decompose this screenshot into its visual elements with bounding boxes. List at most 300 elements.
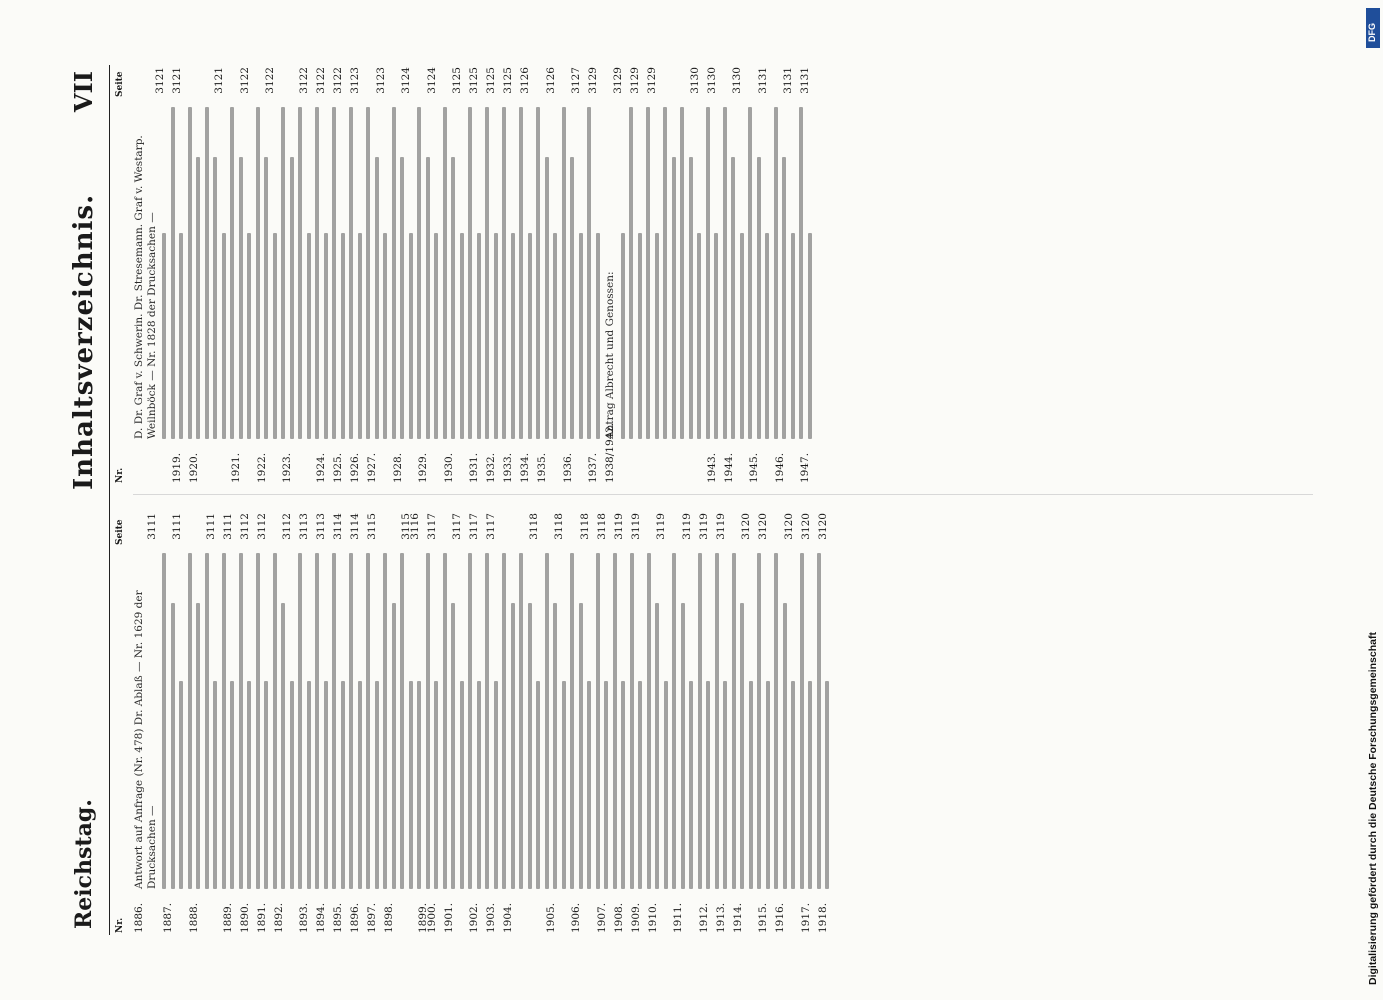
- entry-number: 1938/1942.: [604, 422, 616, 483]
- entry-page: 3115: [400, 513, 412, 540]
- illegible-text-lines: [366, 553, 379, 889]
- text-line: [579, 603, 583, 889]
- text-line: [247, 233, 251, 439]
- entry-page: 3127: [570, 67, 582, 94]
- illegible-text-lines: [800, 553, 813, 889]
- entry-number: 1904.: [502, 902, 514, 933]
- text-line: [315, 553, 319, 889]
- text-line: [358, 681, 362, 889]
- illegible-text-lines: [698, 553, 711, 889]
- entry-page: 3130: [705, 67, 718, 94]
- toc-entry: [188, 67, 226, 483]
- entry-page: 3122: [332, 67, 344, 94]
- entry-number: 1930.: [442, 452, 455, 483]
- entry-number: 1932.: [485, 452, 497, 483]
- text-line: [307, 233, 311, 439]
- entry-page: 3118: [595, 513, 608, 540]
- entry-page: 3124: [400, 67, 412, 94]
- toc-entry: [646, 67, 659, 483]
- text-line: [731, 157, 735, 439]
- text-line: [213, 157, 217, 439]
- entry-page: 3119: [714, 513, 727, 540]
- text-line: [485, 553, 489, 889]
- entry-number: 1896.: [349, 902, 361, 933]
- text-line: [162, 233, 166, 439]
- rotated-document-page: [61, 65, 1321, 935]
- entry-number: 1931.: [468, 452, 480, 483]
- text-line: [723, 681, 727, 889]
- illegible-text-lines: [383, 553, 413, 889]
- toc-entry: [188, 513, 218, 933]
- text-line: [706, 681, 710, 889]
- toc-entry: [647, 513, 668, 933]
- text-line: [697, 233, 701, 439]
- toc-entry: [230, 67, 251, 483]
- toc-entry: [774, 67, 795, 483]
- toc-entry: [587, 67, 600, 483]
- text-line: [349, 107, 353, 439]
- entry-number: 1945.: [748, 452, 760, 483]
- text-line: [774, 107, 778, 439]
- entry-page: 3130: [731, 67, 743, 94]
- illegible-text-lines: [349, 107, 362, 439]
- illegible-text-lines: [732, 553, 753, 889]
- toc-entry: [133, 67, 166, 483]
- left-column: [133, 513, 834, 933]
- text-line: [494, 681, 498, 889]
- toc-entry: [315, 67, 328, 483]
- toc-entry: [273, 513, 294, 933]
- toc-entry: [502, 513, 540, 933]
- entry-number: 1905.: [544, 902, 557, 933]
- text-line: [502, 107, 506, 439]
- text-line: [808, 233, 812, 439]
- text-line: [341, 233, 345, 439]
- text-line: [748, 107, 752, 439]
- illegible-text-lines: [545, 553, 566, 889]
- entry-page: 3114: [332, 513, 344, 540]
- illegible-text-lines: [222, 553, 235, 889]
- toc-entry: [281, 67, 311, 483]
- toc-entry: [468, 513, 481, 933]
- entry-number: 1889.: [221, 902, 234, 933]
- text-line: [630, 553, 634, 889]
- illegible-text-lines: [392, 107, 413, 439]
- entry-page: 3117: [451, 513, 463, 540]
- text-line: [545, 553, 549, 889]
- text-line: [417, 681, 421, 889]
- toc-entry: [570, 513, 591, 933]
- toc-entry: [706, 67, 719, 483]
- entry-page: 3111: [204, 513, 217, 540]
- text-line: [468, 553, 472, 889]
- entry-number: 1919.: [170, 452, 183, 483]
- text-line: [409, 233, 413, 439]
- text-line: [714, 233, 718, 439]
- text-line: [570, 553, 574, 889]
- toc-entry: [332, 67, 345, 483]
- text-line: [528, 603, 532, 889]
- text-line: [273, 233, 277, 439]
- entry-number: 1909.: [629, 902, 642, 933]
- entry-page: 3121: [170, 67, 183, 94]
- entry-number: 1944.: [722, 452, 735, 483]
- toc-entry: [799, 67, 812, 483]
- entry-page: 3121: [213, 67, 225, 94]
- illegible-text-lines: [672, 553, 693, 889]
- illegible-text-lines: [647, 553, 668, 889]
- toc-entry: [774, 513, 795, 933]
- entry-page: 3111: [221, 513, 234, 540]
- entry-number: 1917.: [799, 902, 812, 933]
- illegible-text-lines: [723, 107, 744, 439]
- illegible-text-lines: [485, 107, 498, 439]
- entry-number: 1911.: [672, 902, 684, 933]
- illegible-text-lines: [443, 553, 464, 889]
- entry-page: 3119: [697, 513, 710, 540]
- entry-page: 3114: [349, 513, 361, 540]
- illegible-text-lines: [162, 553, 183, 889]
- text-line: [298, 553, 302, 889]
- entry-page: 3123: [349, 67, 361, 94]
- text-line: [332, 553, 336, 889]
- toc-entry: [366, 67, 387, 483]
- text-line: [188, 107, 192, 439]
- entry-page: 3125: [451, 67, 463, 94]
- entry-page: 3112: [281, 513, 293, 540]
- entry-page: 3126: [544, 67, 557, 94]
- toc-entry: [443, 513, 464, 933]
- entry-number: 1946.: [773, 452, 786, 483]
- text-line: [273, 553, 277, 889]
- left-nr-label: Nr.: [115, 917, 125, 933]
- entry-number: 1897.: [366, 902, 378, 933]
- illegible-text-lines: [799, 107, 812, 439]
- text-line: [681, 603, 685, 889]
- entry-number: 1928.: [391, 452, 404, 483]
- text-line: [281, 107, 285, 439]
- entry-page: 3125: [485, 67, 497, 94]
- toc-entry: [239, 513, 252, 933]
- text-line: [562, 681, 566, 889]
- illegible-text-lines: [570, 553, 591, 889]
- toc-entry: [298, 513, 311, 933]
- entry-page: 3118: [553, 513, 565, 540]
- entry-number: 1886.: [133, 902, 145, 933]
- entry-page: 3129: [587, 67, 599, 94]
- text-line: [799, 107, 803, 439]
- text-line: [290, 157, 294, 439]
- text-line: [443, 553, 447, 889]
- entry-page: 3130: [688, 67, 701, 94]
- entry-page: 3119: [680, 513, 693, 540]
- illegible-text-lines: [443, 107, 464, 439]
- entry-page: 3120: [782, 513, 795, 540]
- entry-page: 3131: [782, 67, 794, 94]
- illegible-text-lines: [468, 107, 481, 439]
- text-line: [553, 603, 557, 889]
- text-line: [791, 681, 795, 889]
- entry-page: 3122: [315, 67, 327, 94]
- text-line: [825, 681, 829, 889]
- toc-entry: [485, 513, 498, 933]
- entry-page: 3117: [468, 513, 480, 540]
- text-line: [451, 603, 455, 889]
- text-line: [587, 107, 591, 439]
- toc-entry: [748, 67, 769, 483]
- toc-entry: [408, 513, 429, 933]
- entry-page: 3117: [425, 513, 438, 540]
- illegible-text-lines: [417, 107, 438, 439]
- illegible-text-lines: [630, 553, 643, 889]
- text-line: [680, 107, 684, 439]
- entry-page: 3123: [374, 67, 387, 94]
- toc-entry: [757, 513, 770, 933]
- entry-number: 1910.: [646, 902, 659, 933]
- toc-entry: [629, 67, 642, 483]
- toc-entry: [383, 513, 413, 933]
- text-line: [740, 603, 744, 889]
- text-line: [664, 681, 668, 889]
- text-line: [646, 107, 650, 439]
- text-line: [604, 681, 608, 889]
- text-line: [655, 233, 659, 439]
- text-line: [740, 233, 744, 439]
- text-line: [409, 681, 413, 889]
- entry-page: 3129: [646, 67, 658, 94]
- text-line: [358, 233, 362, 439]
- left-seite-label: Seite: [115, 519, 125, 545]
- text-line: [511, 603, 515, 889]
- text-line: [239, 553, 243, 889]
- toc-entry: [417, 67, 438, 483]
- illegible-text-lines: [315, 107, 328, 439]
- column-divider: [133, 494, 1313, 495]
- text-line: [732, 553, 736, 889]
- entry-page: 3126: [519, 67, 531, 94]
- text-line: [477, 681, 481, 889]
- text-line: [239, 157, 243, 439]
- toc-entry: [723, 67, 744, 483]
- illegible-text-lines: [817, 553, 830, 889]
- toc-entry: [519, 67, 532, 483]
- entry-number: 1929.: [417, 452, 429, 483]
- text-line: [196, 157, 200, 439]
- entry-page: 3122: [238, 67, 251, 94]
- illegible-text-lines: [273, 553, 294, 889]
- entry-number: 1924.: [315, 452, 327, 483]
- text-line: [698, 553, 702, 889]
- text-line: [256, 107, 260, 439]
- text-line: [783, 603, 787, 889]
- illegible-text-lines: [715, 553, 728, 889]
- illegible-text-lines: [519, 107, 532, 439]
- illegible-text-lines: [349, 553, 362, 889]
- text-line: [808, 681, 812, 889]
- digitization-credit: Digitalisierung gefördert durch die Deutsche Forschungsgemeinschaft: [1367, 632, 1379, 985]
- entry-text: Antwort auf Anfrage (Nr. 478) Dr. Ablaß — Nr. 1629 der Drucksachen —: [133, 590, 158, 889]
- entry-page: 3113: [298, 513, 310, 540]
- text-line: [434, 233, 438, 439]
- text-line: [621, 233, 625, 439]
- entry-number: 1922.: [255, 452, 268, 483]
- right-nr-label: Nr.: [115, 467, 125, 483]
- text-line: [570, 157, 574, 439]
- text-line: [757, 157, 761, 439]
- entry-page: 3122: [298, 67, 310, 94]
- text-line: [222, 553, 226, 889]
- text-line: [485, 107, 489, 439]
- text-line: [545, 157, 549, 439]
- entry-number: 1899.: [417, 902, 429, 933]
- entry-page: 3118: [527, 513, 540, 540]
- text-line: [477, 233, 481, 439]
- entry-page: 3112: [255, 513, 268, 540]
- toc-entry: [545, 513, 566, 933]
- illegible-text-lines: [256, 553, 269, 889]
- text-line: [324, 681, 328, 889]
- illegible-text-lines: [188, 553, 218, 889]
- entry-number: 1893.: [298, 902, 310, 933]
- toc-entry: [562, 67, 583, 483]
- illegible-text-lines: [774, 553, 795, 889]
- text-line: [400, 553, 404, 889]
- text-line: [264, 157, 268, 439]
- text-line: [706, 107, 710, 439]
- illegible-text-lines: [171, 107, 184, 439]
- entry-page: 3119: [612, 513, 625, 540]
- text-line: [392, 603, 396, 889]
- text-line: [281, 603, 285, 889]
- toc-entry: [817, 513, 830, 933]
- text-line: [511, 233, 515, 439]
- dfg-logo: DFG: [1366, 8, 1380, 48]
- illegible-text-lines: [629, 107, 642, 439]
- illegible-text-lines: [281, 107, 311, 439]
- entry-page: 3125: [468, 67, 480, 94]
- toc-entry: [256, 513, 269, 933]
- entry-number: 1934.: [519, 452, 531, 483]
- entry-text: D. Dr. Graf v. Schwerin. Dr. Stresemann. Graf v. Westarp. Weilnböck — Nr. 1828 der Drucksachen —: [133, 135, 158, 439]
- entry-page: 3115: [366, 513, 378, 540]
- text-line: [383, 553, 387, 889]
- illegible-text-lines: [239, 553, 252, 889]
- entry-page: 3131: [799, 67, 811, 94]
- toc-entry: [502, 67, 515, 483]
- text-line: [434, 681, 438, 889]
- text-line: [553, 233, 557, 439]
- illegible-text-lines: [298, 553, 311, 889]
- entry-page: 3120: [799, 513, 812, 540]
- text-line: [647, 553, 651, 889]
- entry-number: 1920.: [187, 452, 200, 483]
- text-line: [375, 157, 379, 439]
- text-line: [782, 157, 786, 439]
- text-line: [800, 553, 804, 889]
- entry-number: 1907.: [595, 902, 608, 933]
- entry-number: 1903.: [485, 902, 497, 933]
- header-title: Inhaltsverzeichnis.: [69, 193, 99, 490]
- illegible-text-lines: [315, 553, 328, 889]
- text-line: [519, 107, 523, 439]
- illegible-text-lines: [502, 107, 515, 439]
- text-line: [766, 681, 770, 889]
- text-line: [689, 157, 693, 439]
- text-line: [307, 681, 311, 889]
- text-line: [817, 553, 821, 889]
- text-line: [638, 681, 642, 889]
- illegible-text-lines: [332, 107, 345, 439]
- text-line: [375, 681, 379, 889]
- entry-page: 3111: [145, 513, 158, 540]
- toc-entry: [485, 67, 498, 483]
- toc-entry: [171, 67, 184, 483]
- text-line: [366, 553, 370, 889]
- toc-entry: [426, 513, 439, 933]
- toc-entry: [133, 513, 158, 933]
- text-line: [213, 681, 217, 889]
- text-line: [188, 553, 192, 889]
- entry-text: Antrag Albrecht und Genossen:: [604, 271, 616, 439]
- text-line: [596, 233, 600, 439]
- toc-entry: [672, 513, 693, 933]
- toc-entry: [604, 67, 625, 483]
- text-line: [502, 553, 506, 889]
- illegible-text-lines: [468, 553, 481, 889]
- illegible-text-lines: [256, 107, 277, 439]
- toc-entry: [630, 513, 643, 933]
- text-line: [460, 233, 464, 439]
- entry-page: 3129: [612, 67, 624, 94]
- entry-number: 1913.: [714, 902, 727, 933]
- text-line: [179, 233, 183, 439]
- entry-page: 3120: [757, 513, 769, 540]
- entry-page: 3124: [425, 67, 438, 94]
- text-line: [765, 233, 769, 439]
- header-page-number: VII: [69, 71, 98, 113]
- entry-page: 3119: [655, 513, 667, 540]
- toc-entry: [732, 513, 753, 933]
- text-line: [715, 553, 719, 889]
- entry-number: 1927.: [366, 452, 378, 483]
- entry-page: 3112: [238, 513, 251, 540]
- entry-number: 1901.: [442, 902, 455, 933]
- text-line: [332, 107, 336, 439]
- toc-entry: [613, 513, 626, 933]
- text-line: [723, 107, 727, 439]
- toc-entry: [698, 513, 711, 933]
- text-line: [638, 233, 642, 439]
- toc-entry: [715, 513, 728, 933]
- text-line: [655, 603, 659, 889]
- toc-entry: [443, 67, 464, 483]
- text-line: [162, 553, 166, 889]
- entry-page: 3116: [408, 513, 421, 540]
- entry-number: 1898.: [383, 902, 395, 933]
- illegible-text-lines: [230, 107, 251, 439]
- text-line: [519, 553, 523, 889]
- text-line: [757, 553, 761, 889]
- entry-number: 1916.: [774, 902, 786, 933]
- illegible-text-lines: [366, 107, 387, 439]
- text-line: [587, 681, 591, 889]
- illegible-text-lines: [502, 553, 540, 889]
- entry-number: 1890.: [238, 902, 251, 933]
- entry-page: 3120: [816, 513, 829, 540]
- toc-entry: [349, 513, 362, 933]
- illegible-text-lines: [426, 553, 439, 889]
- text-line: [349, 553, 353, 889]
